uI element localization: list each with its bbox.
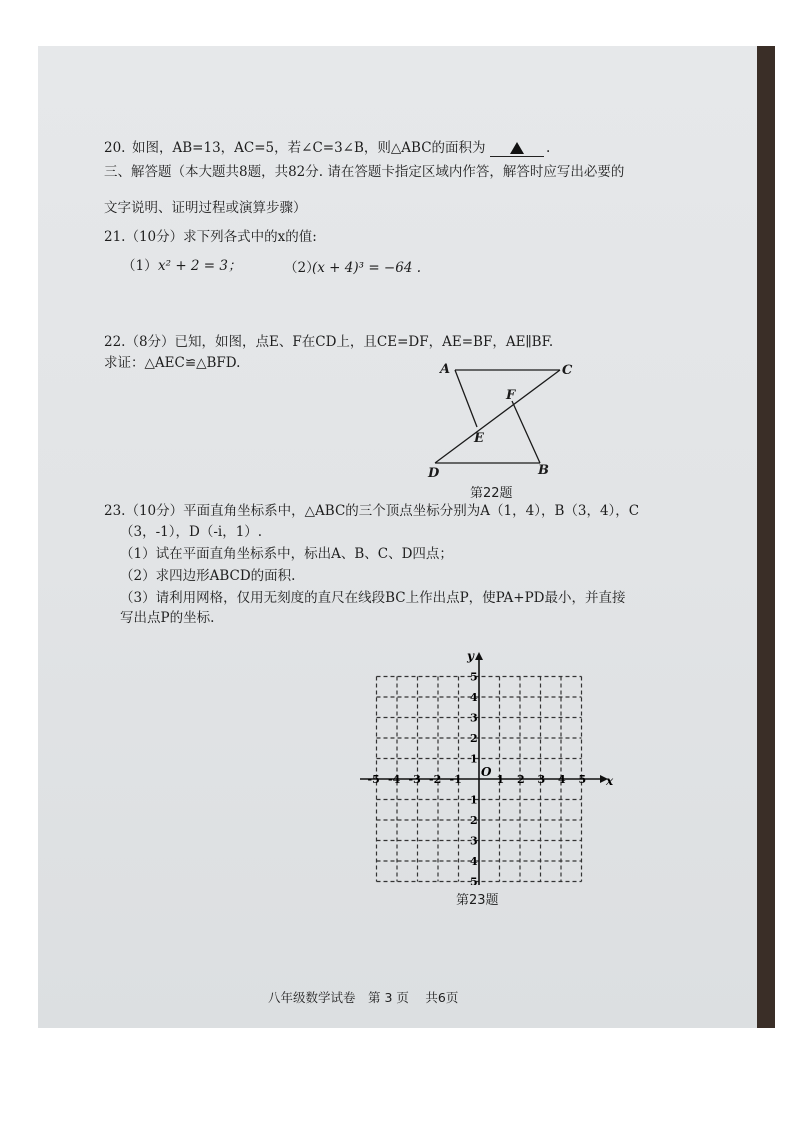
q22-line1: 22.（8分）已知，如图，点E、F在CD上，且CE=DF，AE=BF，AE∥BF. (104, 334, 554, 350)
answer-blank-line (490, 156, 544, 157)
q21-part1-equation: x² + 2 = 3； (158, 258, 242, 274)
x-tick-label: 3 (537, 773, 546, 786)
q20-number: 20. (104, 140, 126, 156)
q21-part1-label: （1） (122, 258, 158, 274)
x-tick-label: 5 (578, 773, 587, 786)
section3-line2: 文字说明、证明过程或演算步骤） (104, 200, 307, 216)
origin-label: O (481, 765, 492, 779)
y-tick-label: 4 (470, 691, 478, 704)
triangle-marker-icon (510, 142, 524, 154)
label-B: B (538, 463, 549, 478)
x-axis-label: x (606, 774, 614, 788)
y-tick-label: 3 (470, 834, 478, 848)
q22-line2: 求证：△AEC≌△BFD. (104, 355, 241, 371)
y-tick-label: 3 (470, 711, 478, 725)
x-tick-label: 4 (558, 773, 566, 786)
q23-item2: （2）求四边形ABCD的面积. (120, 568, 296, 584)
q23-coordinate-grid (360, 645, 620, 885)
q21-part2-equation: (x + 4)³ = −64 . (312, 260, 422, 276)
label-A: A (440, 362, 451, 377)
y-axis-arrow-icon (475, 652, 483, 660)
y-tick-label: 1 (470, 793, 478, 807)
q22-figure (420, 355, 590, 480)
segment-FB (512, 401, 540, 463)
y-tick-label: 5 (470, 670, 478, 684)
q23-item3b: 写出点P的坐标. (120, 610, 215, 626)
x-tick-label: -3 (408, 773, 421, 786)
x-tick-label: 1 (496, 773, 505, 786)
q23-line2: （3，-1），D（-i，1）. (120, 524, 263, 540)
x-tick-label: -2 (429, 773, 442, 786)
section3-line1: 三、解答题（本大题共8题，共82分. 请在答题卡指定区域内作答，解答时应写出必要的 (104, 164, 625, 180)
y-tick-label: 5 (470, 875, 478, 885)
segment-AE (455, 370, 477, 427)
q20-period: . (546, 140, 551, 156)
q23-item1: （1）试在平面直角坐标系中，标出A、B、C、D四点； (120, 546, 453, 562)
x-tick-label: -5 (367, 773, 380, 786)
x-tick-label: 2 (517, 773, 525, 786)
label-C: C (562, 363, 573, 378)
y-tick-label: 2 (470, 814, 478, 827)
segment-DC (435, 370, 560, 463)
y-axis-label: y (467, 649, 474, 664)
label-E: E (474, 431, 484, 446)
q21-part2-label: （2） (284, 260, 320, 276)
label-F: F (506, 388, 516, 403)
q21-header: 21.（10分）求下列各式中的x的值: (104, 229, 317, 245)
page-footer: 八年级数学试卷 第 3 页 共6页 (268, 990, 459, 1005)
q22-caption: 第22题 (470, 486, 513, 501)
q23-line1: 23.（10分）平面直角坐标系中，△ABC的三个顶点坐标分别为A（1，4），B（3，4），C (104, 503, 640, 519)
q23-item3a: （3）请利用网格，仅用无刻度的直尺在线段BC上作出点P，使PA+PD最小，并直接 (120, 590, 626, 606)
q20-text: 如图，AB=13，AC=5，若∠C=3∠B，则△ABC的面积为 (132, 140, 486, 156)
scan-edge (757, 46, 775, 1028)
label-D: D (428, 466, 440, 480)
y-tick-label: 2 (470, 732, 478, 745)
y-tick-label: 1 (470, 752, 478, 766)
q23-caption: 第23题 (456, 893, 499, 908)
x-tick-label: -4 (388, 773, 401, 786)
x-tick-label: -1 (449, 773, 462, 786)
y-tick-label: 4 (470, 855, 478, 868)
